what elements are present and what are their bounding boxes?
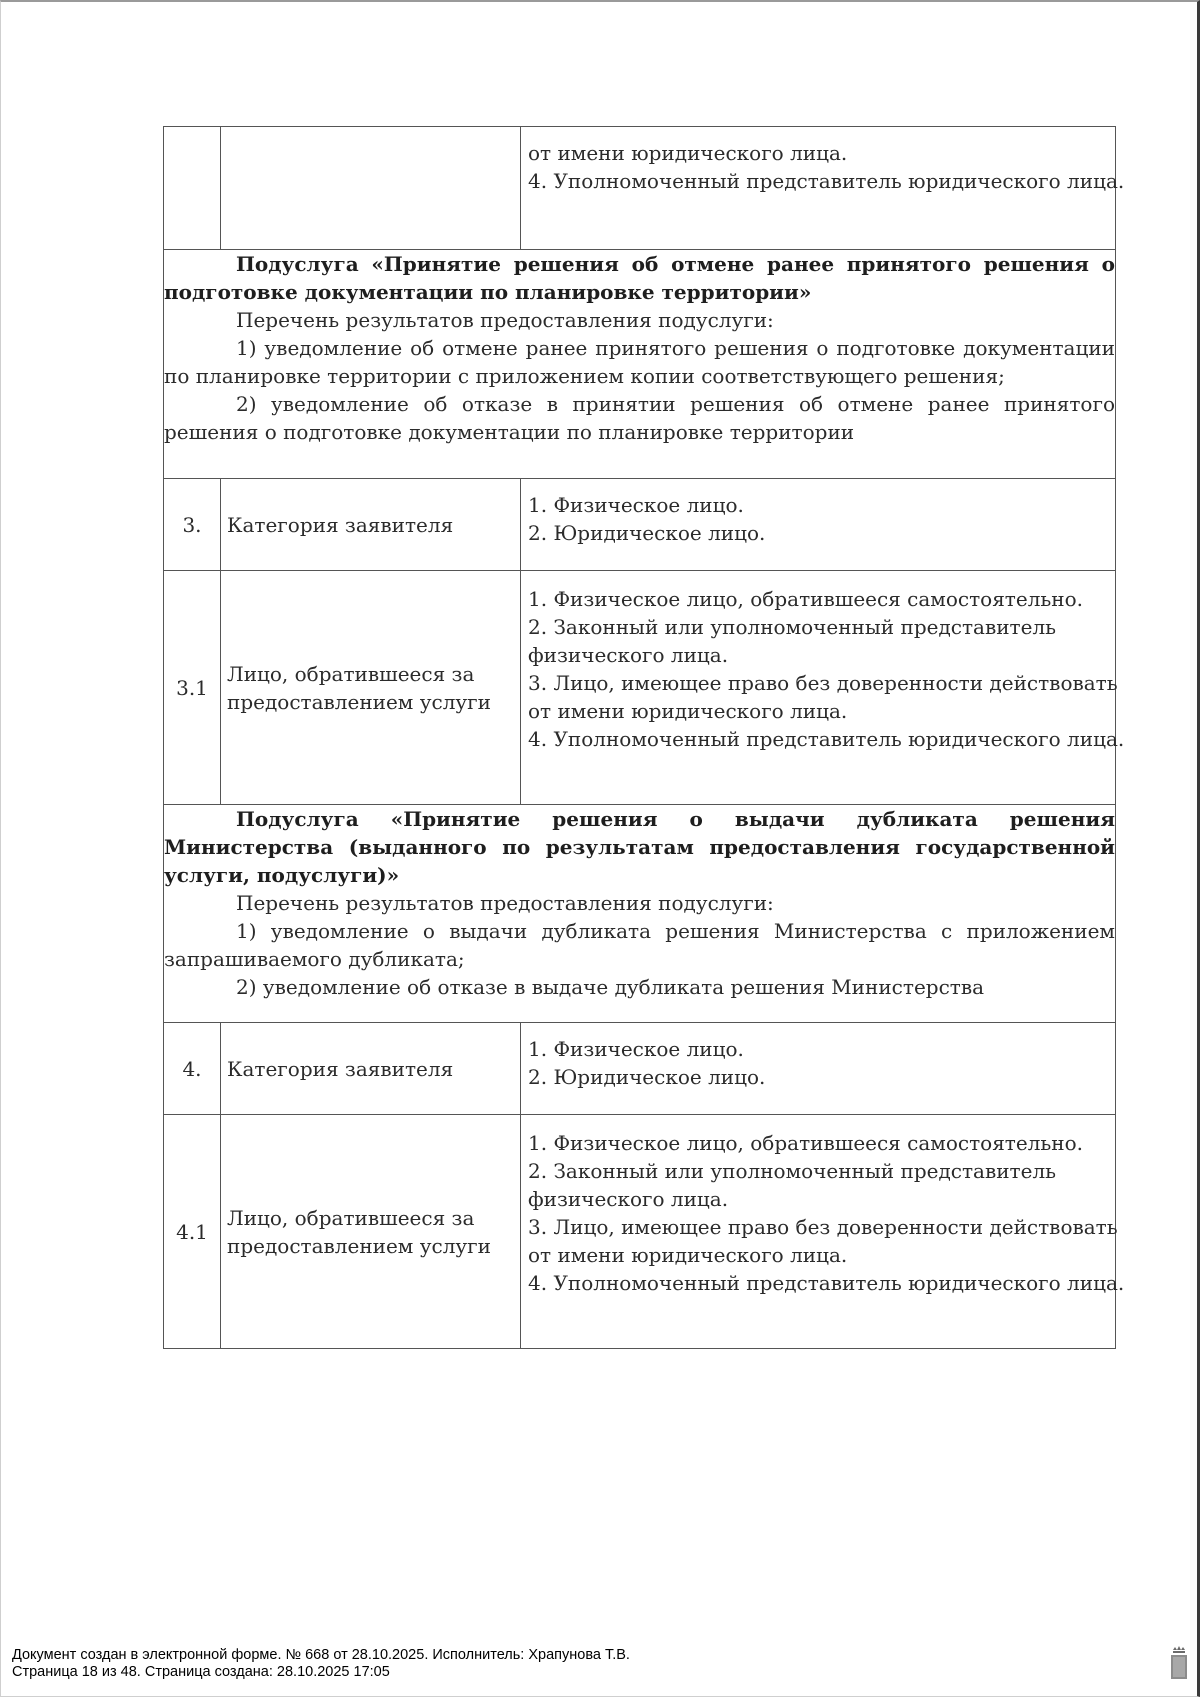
table-row — [164, 1023, 1116, 1115]
row-values-cell — [521, 479, 1116, 571]
value-line: 1. Физическое лицо, обратившееся самостоятельно. — [528, 587, 1084, 611]
row-label-cell: Лицо, обратившееся за предоставлением услуги — [221, 1115, 521, 1349]
value-line: 4. Уполномоченный представитель юридического лица. — [528, 727, 1125, 751]
section-list-item: 2) уведомление об отказе в выдаче дубликата решения Министерства — [236, 975, 985, 999]
row-values-cell — [521, 571, 1125, 805]
section-title: Подуслуга «Принятие решения о выдачи дубликата решения Министерства (выданного по результатам предоставления государственной услуги, подуслуги)» — [164, 807, 1115, 887]
row-number-cell: 4. — [164, 1023, 221, 1115]
coat-of-arms-icon — [1170, 1646, 1188, 1680]
section-list-heading: Перечень результатов предоставления подуслуги: — [236, 891, 774, 915]
table-row — [164, 479, 1116, 571]
row-number-cell: 3.1 — [164, 571, 221, 805]
value-line: физического лица. — [528, 1187, 729, 1211]
table-row — [164, 127, 1116, 250]
row-label-cell: Лицо, обратившееся за предоставлением услуги — [221, 571, 521, 805]
subservice-section-2 — [164, 805, 1116, 1023]
table-row — [164, 1115, 1116, 1349]
subservice-section-1 — [164, 250, 1116, 479]
value-line: 3. Лицо, имеющее право без доверенности действовать — [528, 671, 1118, 695]
value-line: 2. Законный или уполномоченный представитель — [528, 615, 1057, 639]
footer-document-info: Документ создан в электронной форме. № 668 от 28.10.2025. Исполнитель: Храпунова Т.В. — [12, 1647, 630, 1663]
section-row — [164, 805, 1116, 1023]
value-line: 4. Уполномоченный представитель юридического лица. — [528, 169, 1125, 193]
value-line: 2. Юридическое лицо. — [528, 521, 766, 545]
row-values-cell — [521, 1023, 1116, 1115]
row-number-cell — [164, 127, 221, 250]
value-line: 1. Физическое лицо, обратившееся самостоятельно. — [528, 1131, 1084, 1155]
value-line: физического лица. — [528, 643, 729, 667]
section-list-item: 2) уведомление об отказе в принятии решения об отмене ранее принятого решения о подготовке документации по планировке территории — [164, 392, 1115, 444]
section-list-item: 1) уведомление об отмене ранее принятого решения о подготовке документации по планировке территории с приложением копии соответствующего решения; — [164, 336, 1115, 388]
value-line: 4. Уполномоченный представитель юридического лица. — [528, 1271, 1125, 1295]
footer-page-info: Страница 18 из 48. Страница создана: 28.10.2025 17:05 — [12, 1664, 390, 1680]
section-row — [164, 250, 1116, 479]
row-label-cell: Категория заявителя — [221, 479, 521, 571]
row-label-cell: Категория заявителя — [221, 1023, 521, 1115]
row-label-cell — [221, 127, 521, 250]
value-line: от имени юридического лица. — [528, 699, 848, 723]
row-number-cell: 3. — [164, 479, 221, 571]
table-row — [164, 571, 1116, 805]
section-list-heading: Перечень результатов предоставления подуслуги: — [236, 308, 774, 332]
value-line: 2. Законный или уполномоченный представитель — [528, 1159, 1057, 1183]
row-values-cell — [521, 127, 1125, 250]
value-line: 2. Юридическое лицо. — [528, 1065, 766, 1089]
value-line: 1. Физическое лицо. — [528, 493, 744, 517]
document-footer — [12, 1647, 630, 1681]
value-line: от имени юридического лица. — [528, 141, 848, 165]
section-title: Подуслуга «Принятие решения об отмене ранее принятого решения о подготовке документации по планировке территории» — [164, 252, 1115, 304]
row-values-cell — [521, 1115, 1125, 1349]
row-number-cell: 4.1 — [164, 1115, 221, 1349]
value-line: 3. Лицо, имеющее право без доверенности действовать — [528, 1215, 1118, 1239]
section-list-item: 1) уведомление о выдачи дубликата решения Министерства с приложением запрашиваемого дубликата; — [164, 919, 1115, 971]
value-line: 1. Физическое лицо. — [528, 1037, 744, 1061]
services-table — [163, 126, 1125, 1349]
value-line: от имени юридического лица. — [528, 1243, 848, 1267]
